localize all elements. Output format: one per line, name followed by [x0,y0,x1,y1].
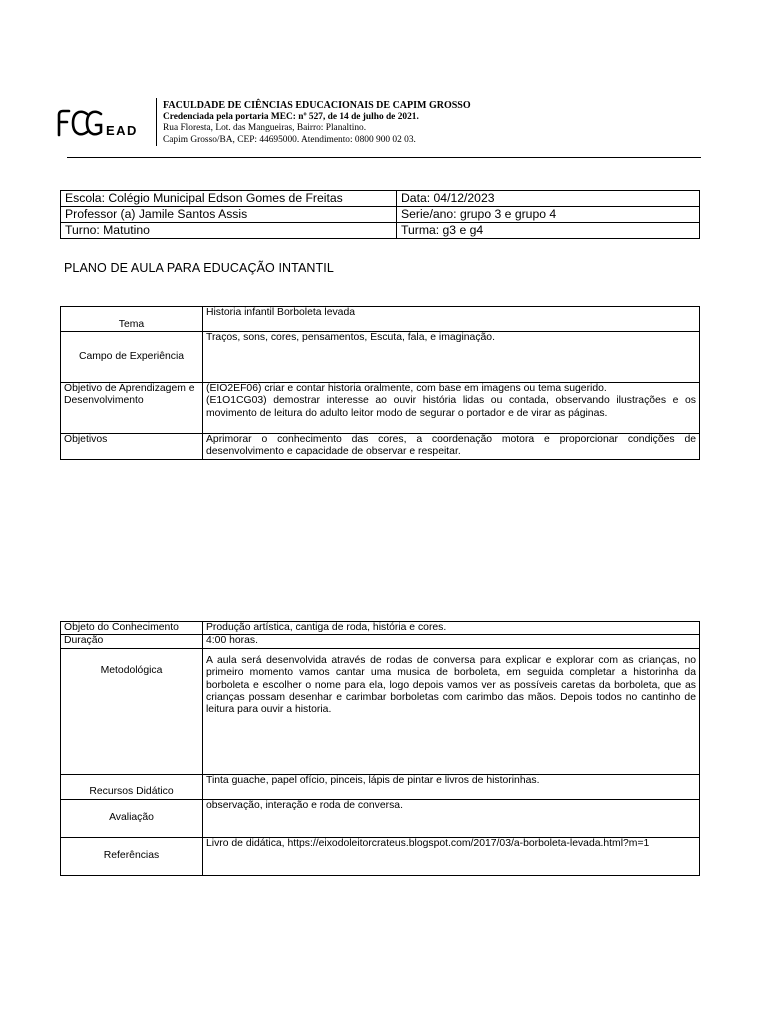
tema-label: Tema [61,307,203,332]
plan-title: PLANO DE AULA PARA EDUCAÇÃO INTANTIL [64,261,334,275]
document-header [56,96,701,158]
details-table [60,621,700,876]
school-info-table [60,190,700,239]
duracao-value: 4:00 horas. [203,635,700,648]
table-row [61,635,700,648]
avaliacao-value: observação, interação e roda de conversa. [203,799,700,837]
institution-name: FACULDADE DE CIÊNCIAS EDUCACIONAIS DE CAPIM GROSSO [163,100,471,111]
objeto-value: Produção artística, cantiga de roda, história e cores. [203,622,700,635]
table-row [61,622,700,635]
institution-credential: Credenciada pela portaria MEC: nº 527, de 14 de julho de 2021. [163,111,419,122]
serie-cell: Serie/ano: grupo 3 e grupo 4 [397,207,700,223]
institution-address-1: Rua Floresta, Lot. das Mangueiras, Bairro: Planaltino. [163,123,367,133]
metodologica-label: Metodológica [61,648,203,774]
turma-cell: Turma: g3 e g4 [397,223,700,239]
table-row [61,191,700,207]
header-divider [156,98,157,146]
objetivo-aprendizagem-line-2: (E1O1CG03) demostrar interesse ao ouvir história lidas ou contada, observando ilustrações e os movimento de leitura do adulto leitor modo de segurar o portador e de virar as páginas. [206,395,696,419]
table-row [61,307,700,332]
professor-cell: Professor (a) Jamile Santos Assis [61,207,397,223]
table-row [61,383,700,434]
referencias-label: Referências [61,837,203,875]
duracao-label: Duração [61,635,203,648]
table-row [61,434,700,460]
table-row [61,648,700,774]
table-row [61,207,700,223]
objetivo-aprendizagem-value [203,383,700,434]
institution-address-2: Capim Grosso/BA, CEP: 44695000. Atendimento: 0800 900 02 03. [163,134,416,145]
plan-table [60,306,700,460]
metodologica-value: A aula será desenvolvida através de rodas de conversa para explicar e explorar com as crianças, no primeiro momento vamos cantar uma musica de borboleta, em seguida completar a historinha da borboleta e escolher o nome para ela, logo depois vamos ver as possíveis caretas da borboleta, que as crianças possam desenhar e carimbar borboletas com carimbo das mãos. Depois todos no cantinho de leitura para ouvir a historia. [203,648,700,774]
escola-cell: Escola: Colégio Municipal Edson Gomes de Freitas [61,191,397,207]
data-cell: Data: 04/12/2023 [397,191,700,207]
svg-text:EAD: EAD [106,123,138,138]
fcc-logo-icon [56,106,152,138]
recursos-value: Tinta guache, papel ofício, pinceis, lápis de pintar e livros de historinhas. [203,774,700,799]
table-row [61,774,700,799]
objeto-label: Objeto do Conhecimento [61,622,203,635]
objetivo-aprendizagem-label: Objetivo de Aprendizagem e Desenvolvimento [61,383,203,434]
tema-value: Historia infantil Borboleta levada [203,307,700,332]
fcc-ead-logo [56,106,152,138]
header-rule [67,157,701,158]
objetivo-aprendizagem-line-1: (EIO2EF06) criar e contar historia oralmente, com base em imagens ou tema sugerido. [206,383,607,394]
objetivos-label: Objetivos [61,434,203,460]
avaliacao-label: Avaliação [61,799,203,837]
table-row [61,837,700,875]
turno-cell: Turno: Matutino [61,223,397,239]
campo-value: Traços, sons, cores, pensamentos, Escuta, fala, e imaginação. [203,332,700,383]
recursos-label: Recursos Didático [61,774,203,799]
referencias-value: Livro de didática, https://eixodoleitorcrateus.blogspot.com/2017/03/a-borboleta-levada.html?m=1 [203,837,700,875]
table-row [61,799,700,837]
institution-info [163,100,471,146]
campo-label: Campo de Experiência [61,332,203,383]
table-row [61,223,700,239]
table-row [61,332,700,383]
objetivos-value: Aprimorar o conhecimento das cores, a coordenação motora e proporcionar condições de desenvolvimento e capacidade de observar e respeitar. [203,434,700,460]
